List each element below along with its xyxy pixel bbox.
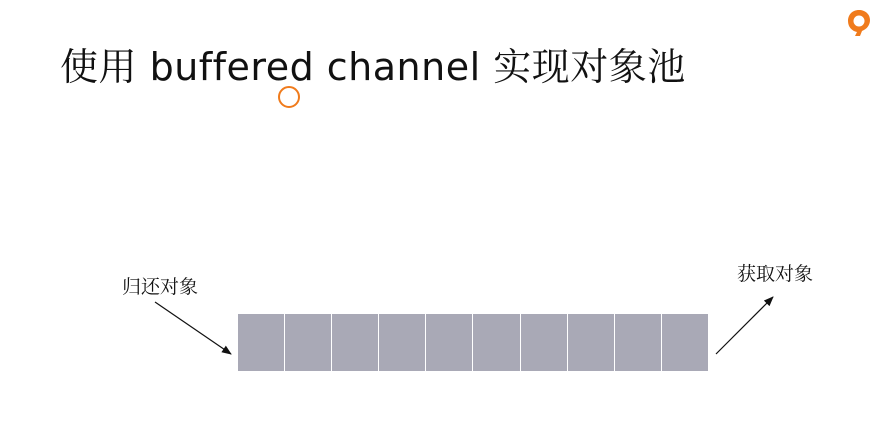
pool-slot [567,314,614,371]
pool-slot [284,314,331,371]
pool-slot [661,314,708,371]
get-object-label: 获取对象 [737,263,814,285]
return-arrow [155,302,231,354]
pool-slot [472,314,519,371]
pool-slot [520,314,567,371]
return-object-label: 归还对象 [122,276,199,298]
pool-slot [425,314,472,371]
get-arrow [716,297,773,354]
pool-slot [378,314,425,371]
pool-slot [614,314,661,371]
pool-slot [331,314,378,371]
pool-slot [238,314,284,371]
object-pool-buffer [238,314,708,371]
slide-title: 使用 buffered channel 实现对象池 [60,45,686,89]
